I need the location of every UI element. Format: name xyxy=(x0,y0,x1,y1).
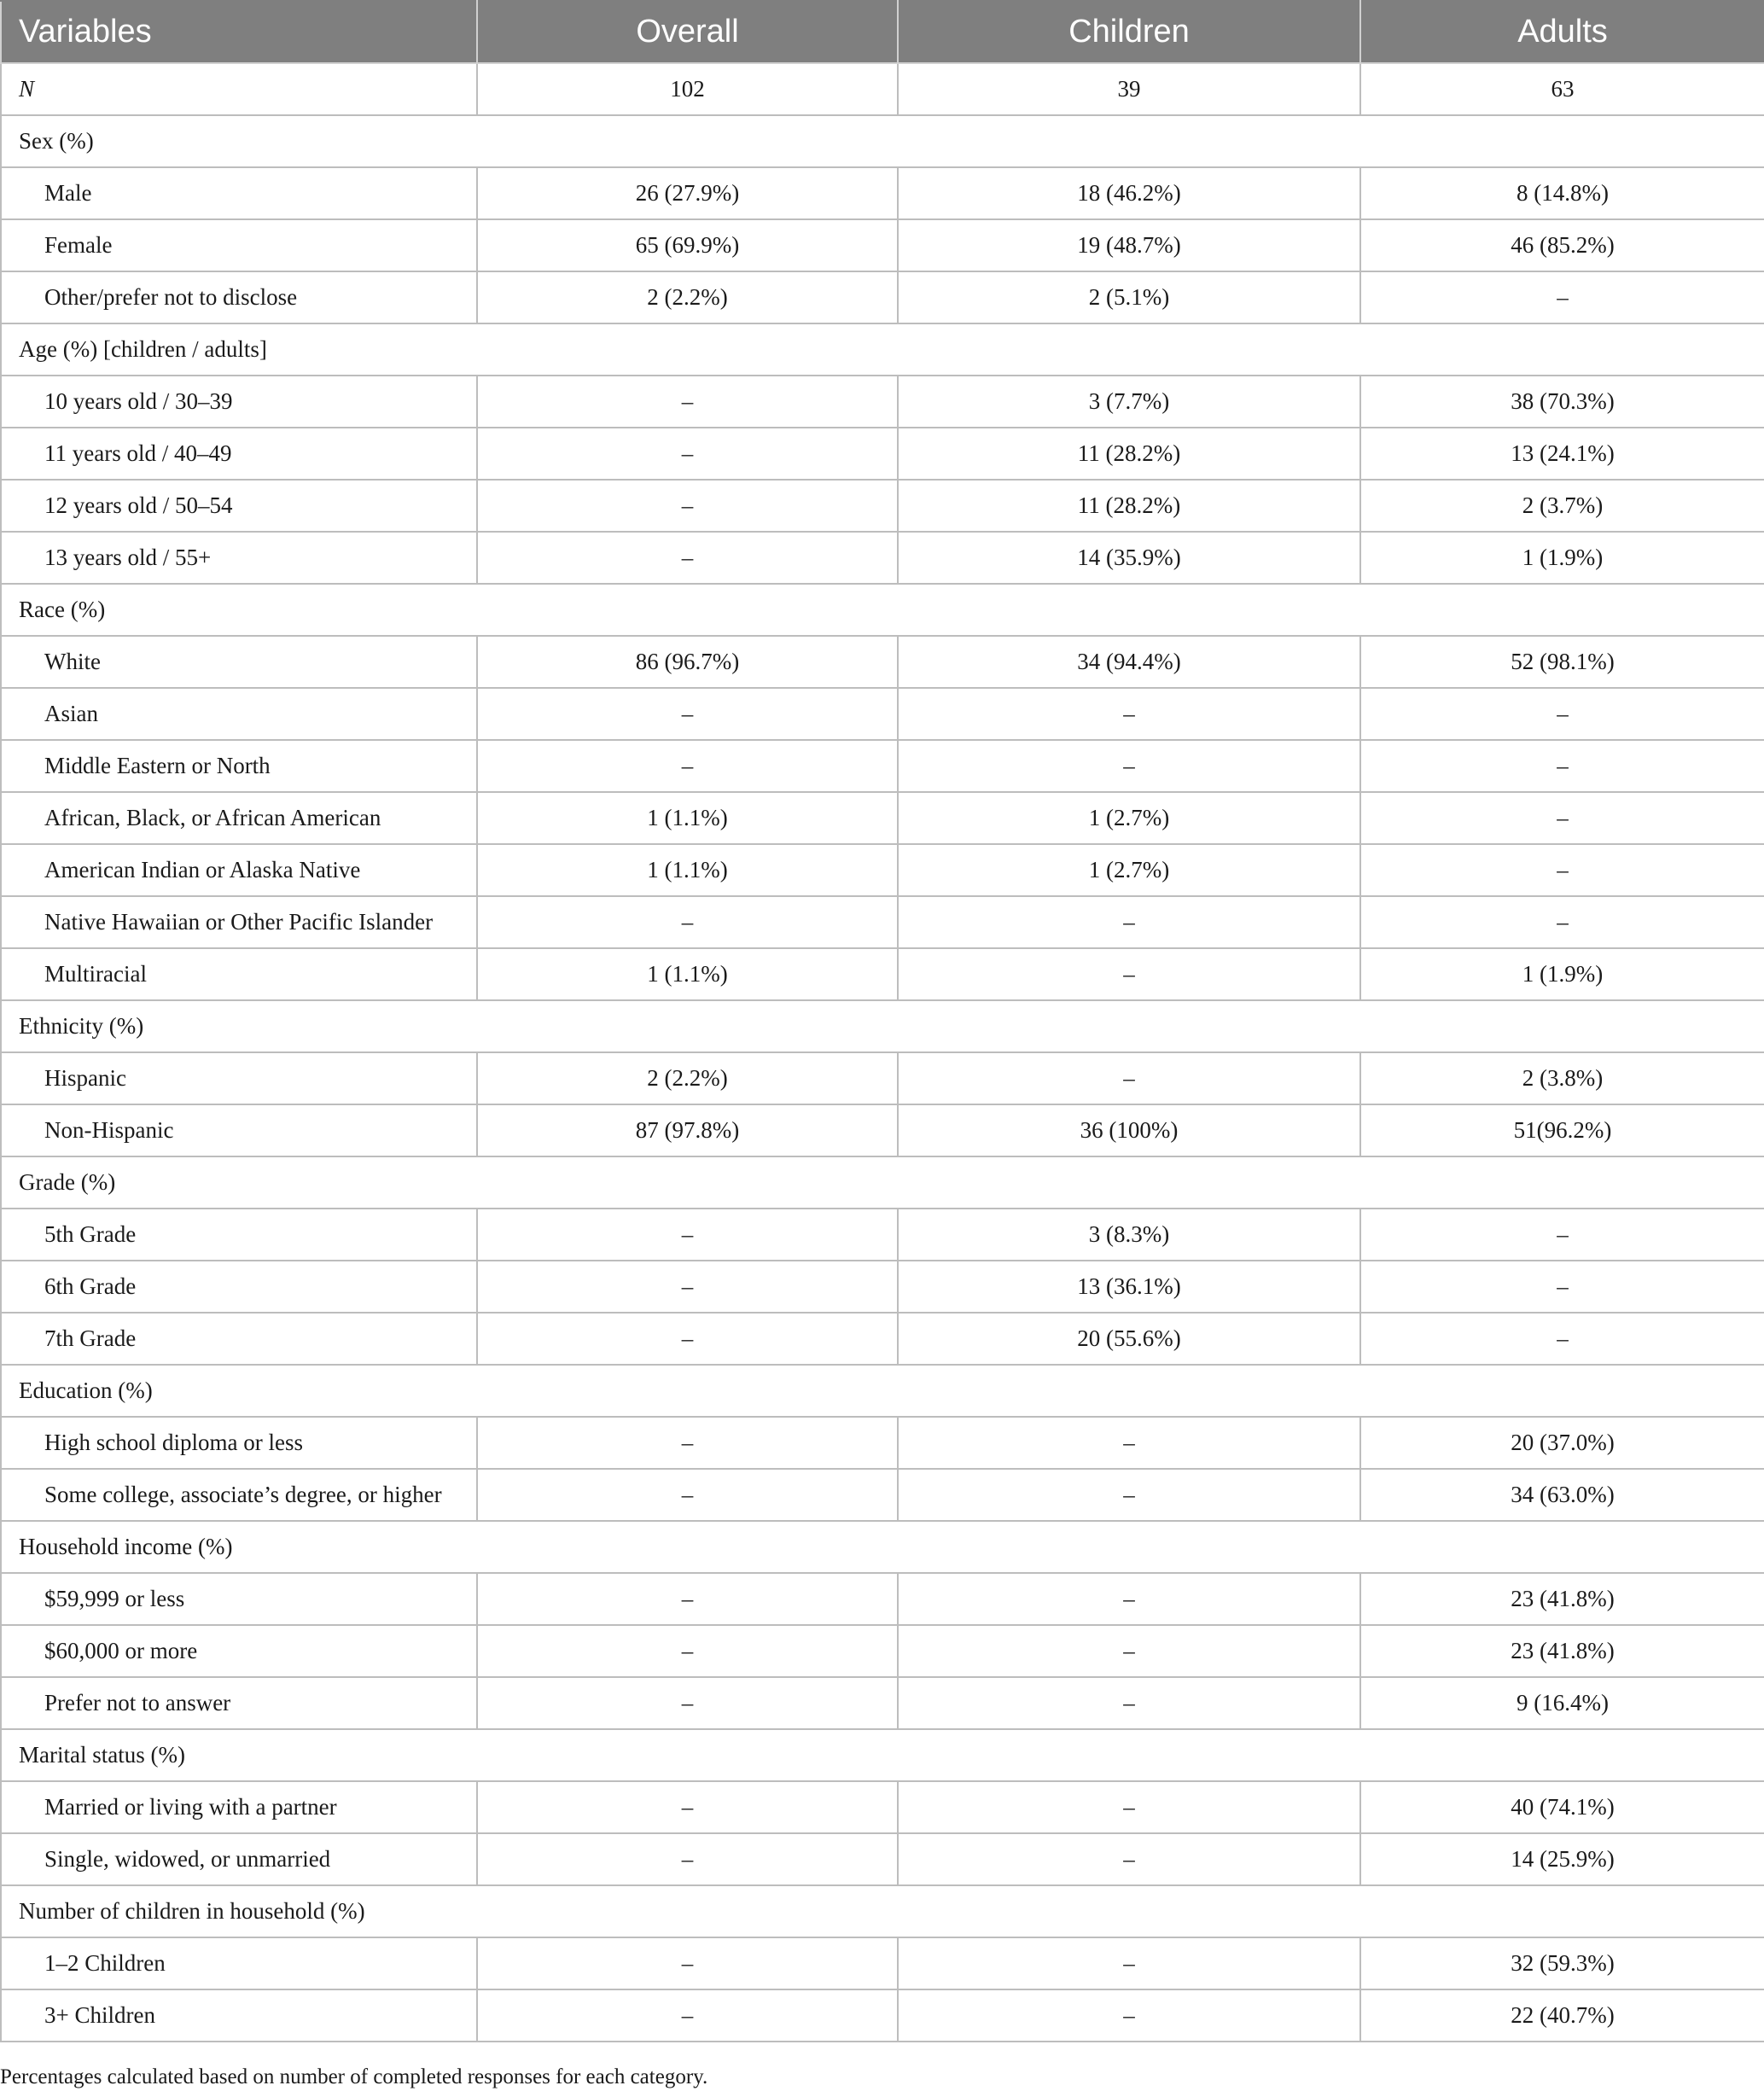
table-row xyxy=(1,428,1764,480)
cell-overall: – xyxy=(477,688,898,740)
cell-children: 36 (100%) xyxy=(898,1104,1360,1156)
row-label: Asian xyxy=(1,688,477,740)
table-row xyxy=(1,167,1764,219)
cell-children: 13 (36.1%) xyxy=(898,1261,1360,1313)
cell-overall: 26 (27.9%) xyxy=(477,167,898,219)
table-row xyxy=(1,271,1764,323)
cell-adults: 1 (1.9%) xyxy=(1360,948,1764,1000)
cell-overall: 87 (97.8%) xyxy=(477,1104,898,1156)
row-label: African, Black, or African American xyxy=(1,792,477,844)
cell-children: – xyxy=(898,740,1360,792)
table-row xyxy=(1,740,1764,792)
section-row xyxy=(1,1365,1764,1417)
section-label: Sex (%) xyxy=(1,115,1764,167)
cell-adults: 23 (41.8%) xyxy=(1360,1573,1764,1625)
cell-adults: – xyxy=(1360,1209,1764,1261)
cell-children: – xyxy=(898,1833,1360,1885)
section-label: Race (%) xyxy=(1,584,1764,636)
row-label: American Indian or Alaska Native xyxy=(1,844,477,896)
row-label: Some college, associate’s degree, or higher xyxy=(1,1469,477,1521)
cell-adults: 23 (41.8%) xyxy=(1360,1625,1764,1677)
row-label: Native Hawaiian or Other Pacific Islander xyxy=(1,896,477,948)
section-row xyxy=(1,1885,1764,1937)
section-label: Ethnicity (%) xyxy=(1,1000,1764,1052)
row-label: 5th Grade xyxy=(1,1209,477,1261)
cell-children: – xyxy=(898,1937,1360,1989)
cell-adults: – xyxy=(1360,740,1764,792)
table-row xyxy=(1,1313,1764,1365)
cell-children: – xyxy=(898,896,1360,948)
cell-adults: 2 (3.7%) xyxy=(1360,480,1764,532)
cell-children: – xyxy=(898,1677,1360,1729)
row-label: Single, widowed, or unmarried xyxy=(1,1833,477,1885)
table-row xyxy=(1,1209,1764,1261)
cell-children: – xyxy=(898,1417,1360,1469)
table-row xyxy=(1,1989,1764,2042)
section-row xyxy=(1,115,1764,167)
table-row xyxy=(1,1677,1764,1729)
table-row xyxy=(1,1417,1764,1469)
cell-children: – xyxy=(898,688,1360,740)
cell-overall: 1 (1.1%) xyxy=(477,948,898,1000)
section-label: Age (%) [children / adults] xyxy=(1,323,1764,376)
cell-adults: 1 (1.9%) xyxy=(1360,532,1764,584)
table-row xyxy=(1,896,1764,948)
row-label: 10 years old / 30–39 xyxy=(1,376,477,428)
cell-overall: – xyxy=(477,1469,898,1521)
cell-adults: 8 (14.8%) xyxy=(1360,167,1764,219)
cell-adults: – xyxy=(1360,1261,1764,1313)
header-row xyxy=(1,1,1764,63)
row-label: Other/prefer not to disclose xyxy=(1,271,477,323)
cell-overall: – xyxy=(477,1209,898,1261)
table-row xyxy=(1,844,1764,896)
cell-adults: 51(96.2%) xyxy=(1360,1104,1764,1156)
table-row xyxy=(1,1937,1764,1989)
cell-children: – xyxy=(898,1573,1360,1625)
row-label: 13 years old / 55+ xyxy=(1,532,477,584)
cell-children: – xyxy=(898,948,1360,1000)
row-label: White xyxy=(1,636,477,688)
cell-overall: – xyxy=(477,1781,898,1833)
section-label: Household income (%) xyxy=(1,1521,1764,1573)
row-label: $59,999 or less xyxy=(1,1573,477,1625)
section-label: Grade (%) xyxy=(1,1156,1764,1209)
cell-overall: 1 (1.1%) xyxy=(477,844,898,896)
section-row xyxy=(1,323,1764,376)
cell-adults: 20 (37.0%) xyxy=(1360,1417,1764,1469)
table-footnote: Percentages calculated based on number of completed responses for each category. xyxy=(0,2065,708,2088)
cell-overall: 65 (69.9%) xyxy=(477,219,898,271)
cell-adults: 22 (40.7%) xyxy=(1360,1989,1764,2042)
table-row xyxy=(1,636,1764,688)
cell-adults: 63 xyxy=(1360,63,1764,115)
cell-children: 18 (46.2%) xyxy=(898,167,1360,219)
table-row xyxy=(1,480,1764,532)
cell-adults: 9 (16.4%) xyxy=(1360,1677,1764,1729)
table-row xyxy=(1,1261,1764,1313)
cell-overall: – xyxy=(477,1833,898,1885)
cell-children: – xyxy=(898,1781,1360,1833)
cell-overall: – xyxy=(477,1625,898,1677)
cell-children: 2 (5.1%) xyxy=(898,271,1360,323)
row-label: Middle Eastern or North xyxy=(1,740,477,792)
cell-adults: – xyxy=(1360,1313,1764,1365)
cell-children: 39 xyxy=(898,63,1360,115)
cell-children: 20 (55.6%) xyxy=(898,1313,1360,1365)
cell-overall: – xyxy=(477,428,898,480)
cell-overall: – xyxy=(477,532,898,584)
table-row xyxy=(1,1573,1764,1625)
cell-overall: – xyxy=(477,1313,898,1365)
cell-overall: – xyxy=(477,1677,898,1729)
row-label: Hispanic xyxy=(1,1052,477,1104)
cell-adults: – xyxy=(1360,844,1764,896)
section-row xyxy=(1,584,1764,636)
row-label: 1–2 Children xyxy=(1,1937,477,1989)
cell-adults: 52 (98.1%) xyxy=(1360,636,1764,688)
cell-adults: – xyxy=(1360,896,1764,948)
cell-overall: – xyxy=(477,480,898,532)
row-label: 7th Grade xyxy=(1,1313,477,1365)
column-header-overall: Overall xyxy=(477,1,898,63)
column-header-children: Children xyxy=(898,1,1360,63)
column-header-variables: Variables xyxy=(1,1,477,63)
sample-size-row xyxy=(1,63,1764,115)
cell-overall: – xyxy=(477,1261,898,1313)
row-label: Female xyxy=(1,219,477,271)
cell-children: – xyxy=(898,1469,1360,1521)
row-label: Non-Hispanic xyxy=(1,1104,477,1156)
cell-children: 14 (35.9%) xyxy=(898,532,1360,584)
table-row xyxy=(1,1104,1764,1156)
cell-overall: – xyxy=(477,376,898,428)
row-label: $60,000 or more xyxy=(1,1625,477,1677)
cell-overall: 86 (96.7%) xyxy=(477,636,898,688)
cell-overall: – xyxy=(477,740,898,792)
cell-overall: – xyxy=(477,1417,898,1469)
table-row xyxy=(1,1469,1764,1521)
section-row xyxy=(1,1000,1764,1052)
row-label: Prefer not to answer xyxy=(1,1677,477,1729)
cell-overall: – xyxy=(477,1573,898,1625)
cell-overall: – xyxy=(477,1989,898,2042)
row-label: 3+ Children xyxy=(1,1989,477,2042)
cell-adults: – xyxy=(1360,688,1764,740)
cell-adults: 13 (24.1%) xyxy=(1360,428,1764,480)
cell-children: 11 (28.2%) xyxy=(898,480,1360,532)
row-label: High school diploma or less xyxy=(1,1417,477,1469)
cell-adults: 46 (85.2%) xyxy=(1360,219,1764,271)
row-label: N xyxy=(1,63,477,115)
cell-children: 19 (48.7%) xyxy=(898,219,1360,271)
cell-children: 11 (28.2%) xyxy=(898,428,1360,480)
cell-overall: 102 xyxy=(477,63,898,115)
table-row xyxy=(1,688,1764,740)
cell-children: 1 (2.7%) xyxy=(898,792,1360,844)
cell-adults: – xyxy=(1360,271,1764,323)
row-label: Married or living with a partner xyxy=(1,1781,477,1833)
section-row xyxy=(1,1729,1764,1781)
section-label: Number of children in household (%) xyxy=(1,1885,1764,1937)
section-label: Marital status (%) xyxy=(1,1729,1764,1781)
cell-adults: 2 (3.8%) xyxy=(1360,1052,1764,1104)
cell-adults: 32 (59.3%) xyxy=(1360,1937,1764,1989)
cell-children: – xyxy=(898,1989,1360,2042)
column-header-adults: Adults xyxy=(1360,1,1764,63)
table-row xyxy=(1,948,1764,1000)
table-body xyxy=(1,63,1764,2042)
cell-adults: – xyxy=(1360,792,1764,844)
row-label: Multiracial xyxy=(1,948,477,1000)
row-label: 6th Grade xyxy=(1,1261,477,1313)
table-row xyxy=(1,1625,1764,1677)
cell-adults: 34 (63.0%) xyxy=(1360,1469,1764,1521)
row-label: Male xyxy=(1,167,477,219)
table-row xyxy=(1,792,1764,844)
row-label: 12 years old / 50–54 xyxy=(1,480,477,532)
cell-adults: 38 (70.3%) xyxy=(1360,376,1764,428)
section-row xyxy=(1,1156,1764,1209)
cell-children: – xyxy=(898,1625,1360,1677)
cell-children: 3 (7.7%) xyxy=(898,376,1360,428)
table-row xyxy=(1,1833,1764,1885)
table-row xyxy=(1,219,1764,271)
table-row xyxy=(1,1781,1764,1833)
cell-children: 34 (94.4%) xyxy=(898,636,1360,688)
row-label: 11 years old / 40–49 xyxy=(1,428,477,480)
table-row xyxy=(1,532,1764,584)
table-row xyxy=(1,1052,1764,1104)
cell-adults: 14 (25.9%) xyxy=(1360,1833,1764,1885)
cell-overall: 2 (2.2%) xyxy=(477,271,898,323)
cell-adults: 40 (74.1%) xyxy=(1360,1781,1764,1833)
cell-children: 1 (2.7%) xyxy=(898,844,1360,896)
cell-children: 3 (8.3%) xyxy=(898,1209,1360,1261)
cell-overall: 2 (2.2%) xyxy=(477,1052,898,1104)
cell-children: – xyxy=(898,1052,1360,1104)
cell-overall: – xyxy=(477,896,898,948)
section-row xyxy=(1,1521,1764,1573)
section-label: Education (%) xyxy=(1,1365,1764,1417)
cell-overall: 1 (1.1%) xyxy=(477,792,898,844)
table-row xyxy=(1,376,1764,428)
cell-overall: – xyxy=(477,1937,898,1989)
